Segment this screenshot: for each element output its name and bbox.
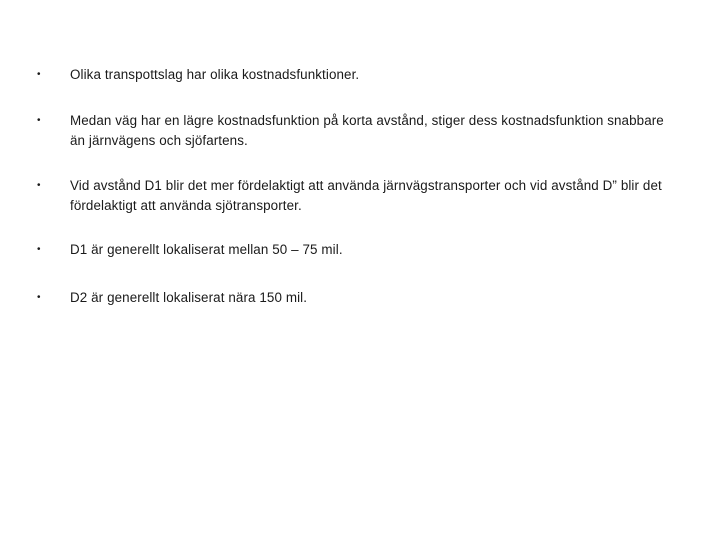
bullet-text: Medan väg har en lägre kostnadsfunktion på korta avstånd, stiger dess kostnadsfunktion snabbare än järnvägens och sjöfartens. (70, 113, 664, 148)
bullet-text: D2 är generellt lokaliserat nära 150 mil. (70, 290, 308, 305)
bullet-marker: • (37, 69, 41, 80)
bullet-marker: • (37, 115, 41, 126)
bullet-marker: • (37, 292, 41, 303)
bullet-text: D1 är generellt lokaliserat mellan 50 – 75 mil. (70, 242, 343, 257)
bullet-marker: • (37, 180, 41, 191)
bullet-marker: • (37, 244, 41, 255)
bullet-text: Olika transpottslag har olika kostnadsfunktioner. (70, 67, 360, 82)
bullet-text: Vid avstånd D1 blir det mer fördelaktigt att använda järnvägstransporter och vid avstånd D” blir det fördelaktigt att använda sjötransporter. (70, 178, 662, 213)
